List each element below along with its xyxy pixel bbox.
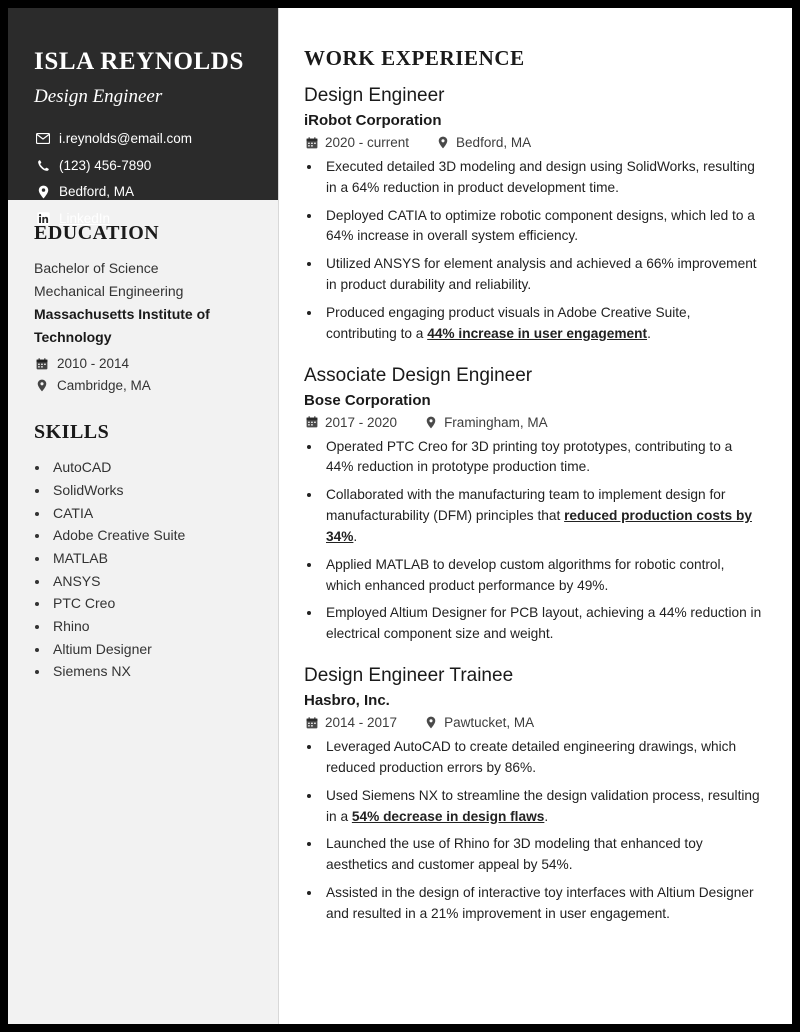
calendar-icon [304,137,319,149]
contact-linkedin-text[interactable]: LinkedIn [59,210,111,226]
contact-email-text: i.reynolds@email.com [59,131,192,146]
phone-icon [34,159,52,172]
list-item: • Employed Altium Designer for PCB layout, achieving a 44% reduction in electrical component size and weight. [322,603,762,645]
location-pin-icon [423,416,438,429]
job-location [423,715,534,730]
education-location-text: Cambridge, MA [57,378,151,394]
location-pin-icon [34,379,50,392]
sidebar-header [8,8,278,226]
job-entry [304,665,762,925]
list-item: • Produced engaging product visuals in Adobe Creative Suite, contributing to a 44% increase in user engagement. [322,303,762,345]
list-item: • Siemens NX [50,660,252,683]
job-dates-text: 2017 - 2020 [325,414,398,430]
contact-phone-text: (123) 456-7890 [59,157,152,173]
envelope-icon [34,133,52,144]
calendar-icon [304,416,319,428]
list-item: • Rhino [50,615,252,638]
sidebar [8,8,278,1024]
contact-phone[interactable] [34,157,252,175]
job-bullets [304,737,762,925]
job-company: iRobot Corporation [304,112,442,129]
job-dates [304,415,397,430]
education-location [34,378,252,393]
job-location [423,415,548,430]
list-item: • Operated PTC Creo for 3D printing toy prototypes, contributing to a 44% reduction in prototype production time. [322,437,762,479]
list-item: • CATIA [50,502,252,525]
job-dates-text: 2014 - 2017 [325,715,398,731]
resume-page [8,8,792,1024]
job-location [435,135,531,150]
job-bullets [304,157,762,345]
list-item: • Executed detailed 3D modeling and design using SolidWorks, resulting in a 64% reduction in product development time. [322,157,762,199]
list-item: • PTC Creo [50,592,252,615]
job-entry [304,365,762,645]
skills-heading: SKILLS [34,421,110,444]
location-pin-icon [34,185,52,199]
list-item: • Assisted in the design of interactive toy interfaces with Altium Designer and resulted in a 21% improvement in user engagement. [322,883,762,925]
list-item: • Used Siemens NX to streamline the design validation process, resulting in a 54% decrease in design flaws. [322,786,762,828]
list-item: • Altium Designer [50,638,252,661]
location-pin-icon [435,136,450,149]
job-bullets [304,437,762,645]
education-field: Mechanical Engineering [34,283,184,300]
location-pin-icon [423,716,438,729]
job-dates [304,135,409,150]
sidebar-body [8,200,278,683]
education-dates-text: 2010 - 2014 [57,356,130,372]
skills-section [34,421,252,683]
list-item: • SolidWorks [50,479,252,502]
job-dates [304,715,397,730]
job-meta [304,135,762,150]
contact-location-text: Bedford, MA [59,184,135,200]
list-item: • Deployed CATIA to optimize robotic component designs, which led to a 64% increase in overall system efficiency. [322,206,762,248]
job-location-text: Pawtucket, MA [444,715,535,731]
main-column [278,8,792,1024]
list-item: • AutoCAD [50,456,252,479]
job-company: Hasbro, Inc. [304,692,390,710]
candidate-title: Design Engineer [34,86,163,107]
education-heading: EDUCATION [34,222,160,244]
job-location-text: Bedford, MA [456,135,532,150]
job-role: Associate Design Engineer [304,364,533,386]
education-dates [34,356,252,371]
education-section [34,222,252,393]
list-item: • Launched the use of Rhino for 3D modeling that enhanced toy aesthetics and customer appeal by 54%. [322,834,762,876]
skills-list [34,456,252,683]
education-school: Massachusetts Institute of Technology [34,306,210,346]
job-role: Design Engineer Trainee [304,665,514,687]
list-item: • Applied MATLAB to develop custom algorithms for robotic control, which enhanced product performance by 49%. [322,555,762,597]
contact-email[interactable] [34,130,252,148]
list-item: • Leveraged AutoCAD to create detailed engineering drawings, which reduced production errors by 86%. [322,737,762,779]
list-item: • MATLAB [50,547,252,570]
list-item: • Utilized ANSYS for element analysis and achieved a 66% improvement in product durability and reliability. [322,254,762,296]
calendar-icon [304,717,319,729]
job-company: Bose Corporation [304,391,431,409]
work-experience-heading: WORK EXPERIENCE [304,46,525,70]
list-item: • Collaborated with the manufacturing team to implement design for manufacturability (DFM) principles that reduced production costs by 34%. [322,485,762,547]
job-role: Design Engineer [304,85,445,106]
education-degree: Bachelor of Science [34,260,159,276]
contact-location [34,183,252,201]
candidate-name: ISLA REYNOLDS [34,48,244,75]
job-meta [304,715,762,730]
job-entry [304,85,762,345]
job-location-text: Framingham, MA [444,414,548,430]
calendar-icon [34,358,50,370]
list-item: • Adobe Creative Suite [50,524,252,547]
list-item: • ANSYS [50,570,252,593]
job-meta [304,415,762,430]
job-dates-text: 2020 - current [325,135,410,150]
